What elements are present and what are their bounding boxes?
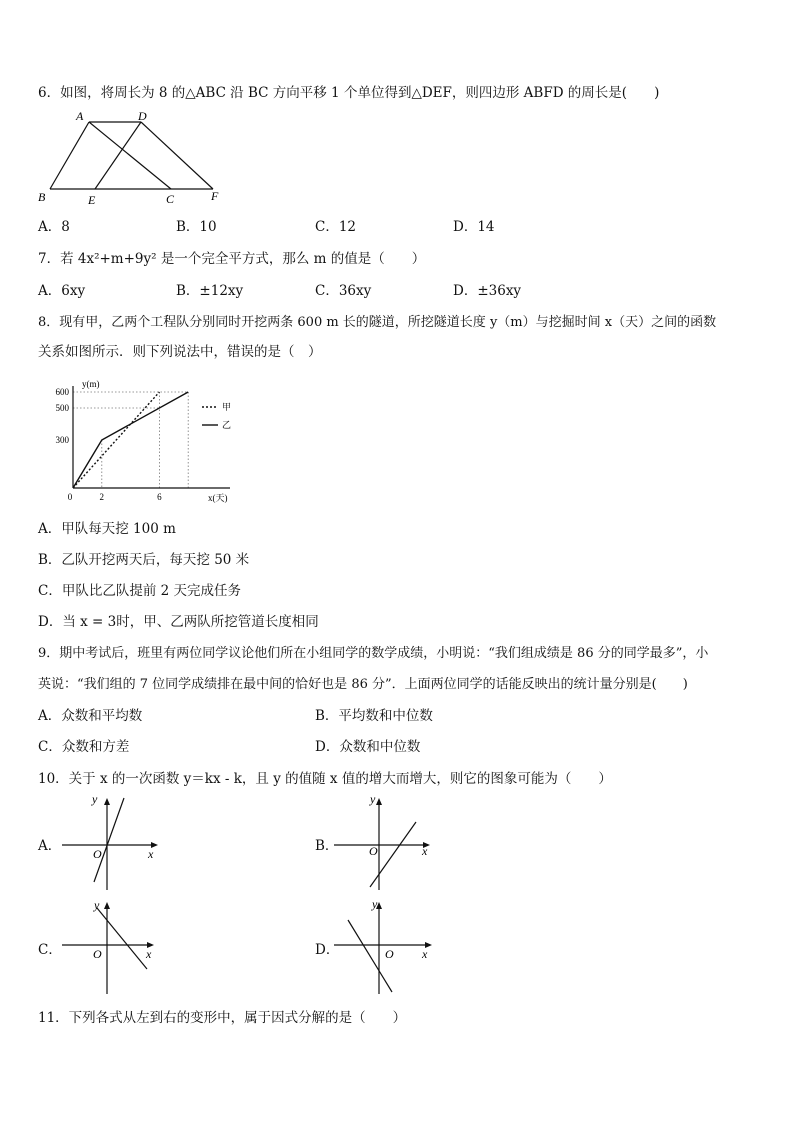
q8-stem-line2: 关系如图所示．则下列说法中，错误的是（ ） [38, 344, 322, 360]
q8-option-d[interactable]: D．当 x = 3时，甲、乙两队所挖管道长度相同 [38, 614, 319, 630]
y-label: y [370, 792, 376, 806]
q10-option-b[interactable]: B． [315, 838, 339, 854]
y-label: y [372, 897, 378, 911]
label-A: A [76, 109, 84, 123]
y-tick-label-600: 600 [55, 387, 69, 397]
q7-option-d[interactable]: D．±36xy [453, 283, 522, 299]
q11-stem: 11．下列各式从左到右的变形中，属于因式分解的是（ ） [38, 1010, 407, 1026]
origin-label: O [93, 847, 102, 861]
q10-option-d[interactable]: D． [315, 942, 340, 958]
label-C: C [166, 192, 175, 206]
q6-option-d[interactable]: D．14 [453, 219, 495, 235]
origin-label: O [369, 844, 378, 858]
series-line-jia [73, 392, 159, 488]
y-tick-label-300: 300 [55, 435, 69, 445]
segment-AB [50, 122, 89, 189]
q8-option-a[interactable]: A．甲队每天挖 100 m [38, 521, 176, 537]
q8-option-b[interactable]: B．乙队开挖两天后，每天挖 50 米 [38, 552, 250, 568]
q9-option-c[interactable]: C．众数和方差 [38, 739, 130, 755]
series-line-yi [73, 392, 188, 488]
q10-graph-a[interactable] [60, 792, 170, 892]
q10-option-a[interactable]: A． [38, 838, 62, 854]
q10-stem: 10．关于 x 的一次函数 y＝kx - k，且 y 的值随 x 值的增大而增大，则它的图象可能为（ ） [38, 771, 612, 787]
q10-graph-b[interactable] [332, 792, 442, 892]
q10-option-c[interactable]: C． [38, 942, 62, 958]
q7-option-a[interactable]: A．6xy [38, 283, 86, 299]
segment-DF [141, 122, 213, 189]
q6-option-b[interactable]: B．10 [176, 219, 217, 235]
legend-label-jia: 甲 [222, 402, 232, 412]
x-label: x [146, 947, 152, 961]
origin-label: O [385, 947, 394, 961]
legend-label-yi: 乙 [222, 420, 232, 430]
label-F: F [211, 189, 219, 203]
q6-option-c[interactable]: C．12 [315, 219, 357, 235]
q7-stem: 7．若 4x²+m+9y² 是一个完全平方式，那么 m 的值是（ ） [38, 251, 426, 267]
q9-option-b[interactable]: B．平均数和中位数 [315, 708, 433, 724]
q9-stem-line1: 9．期中考试后，班里有两位同学议论他们所在小组同学的数学成绩，小明说：“我们组成绩是 86 分的同学最多”，小 [38, 646, 709, 661]
x-label: x [422, 844, 428, 858]
y-label: y [92, 792, 98, 806]
q7-option-c[interactable]: C．36xy [315, 283, 372, 299]
q8-option-c[interactable]: C．甲队比乙队提前 2 天完成任务 [38, 583, 242, 599]
x-label: x [148, 847, 154, 861]
q10-graph-d[interactable] [332, 896, 442, 996]
x-tick-label-0: 0 [67, 492, 73, 502]
label-D: D [138, 109, 147, 123]
q6-parallelogram-figure [36, 108, 236, 208]
x-tick-label-6: 6 [157, 492, 162, 502]
function-line [94, 798, 124, 882]
q10-graph-c[interactable] [60, 896, 170, 996]
q9-stem-line2: 英说：“我们组的 7 位同学成绩排在最中间的恰好也是 86 分”．上面两位同学的话能反映出的统计量分别是( ) [38, 677, 688, 692]
label-B: B [38, 190, 46, 204]
x-label: x [422, 947, 428, 961]
q6-option-a[interactable]: A．8 [38, 219, 70, 235]
q8-line-chart [40, 376, 250, 508]
y-tick-label-500: 500 [55, 403, 69, 413]
y-label: y [94, 898, 100, 912]
x-axis-label: x(天) [208, 493, 228, 503]
q9-option-d[interactable]: D．众数和中位数 [315, 739, 421, 755]
function-line [97, 908, 147, 969]
q6-stem: 6．如图，将周长为 8 的△ABC 沿 BC 方向平移 1 个单位得到△DEF，则四边形 ABFD 的周长是( ) [38, 85, 660, 101]
origin-label: O [93, 947, 102, 961]
y-axis-label: y(m) [82, 379, 100, 389]
x-tick-label-2: 2 [99, 492, 105, 502]
q7-option-b[interactable]: B．±12xy [176, 283, 244, 299]
q8-stem-line1: 8．现有甲，乙两个工程队分别同时开挖两条 600 m 长的隧道，所挖隧道长度 y（m）与挖掘时间 x（天）之间的函数 [38, 315, 717, 330]
label-E: E [88, 193, 96, 207]
q9-option-a[interactable]: A．众数和平均数 [38, 708, 143, 724]
